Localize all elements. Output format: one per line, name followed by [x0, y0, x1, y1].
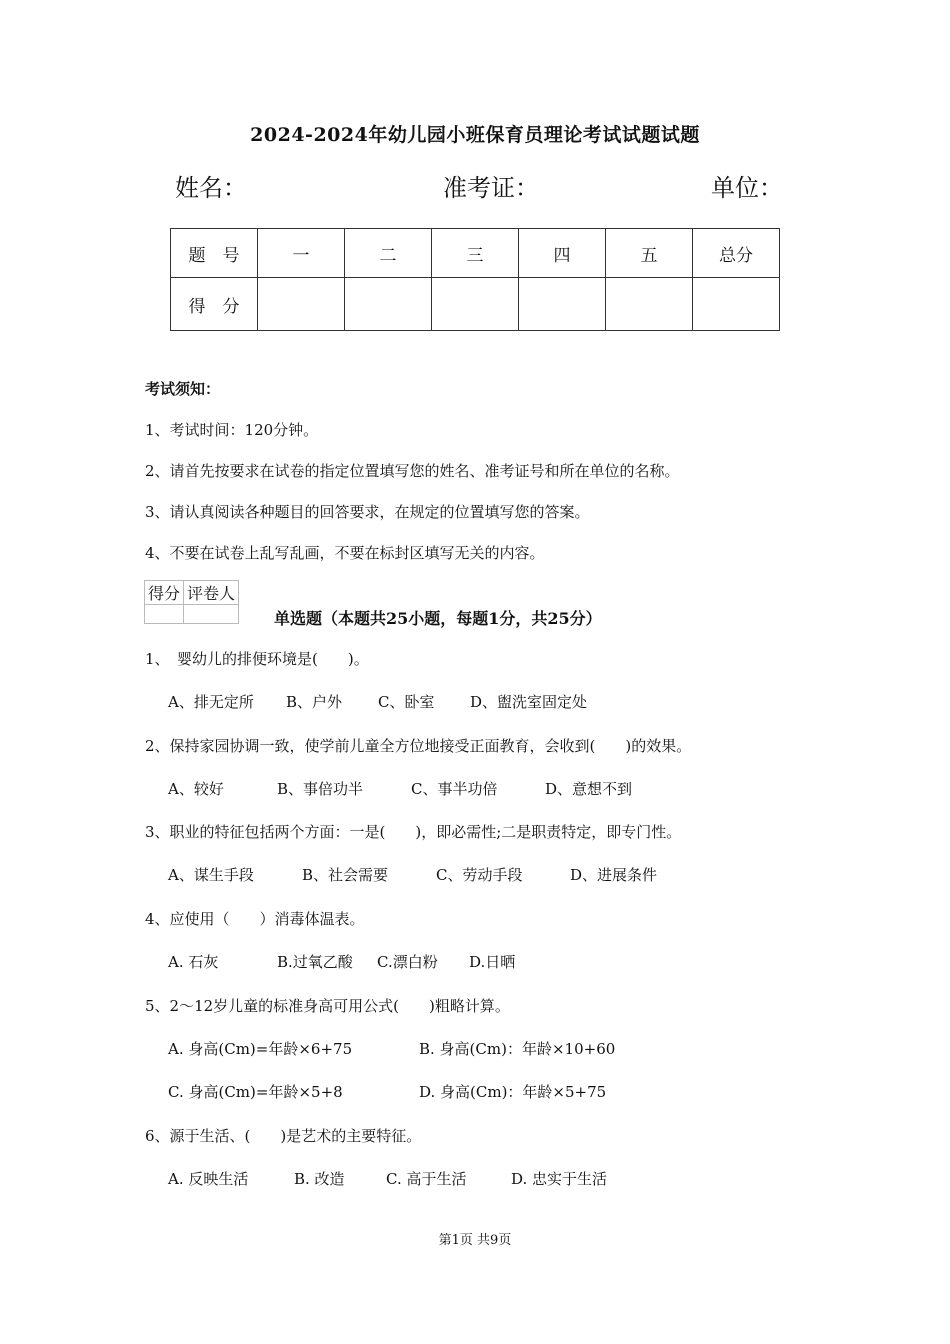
question-option: D. 身高(Cm)：年龄×5+75 — [419, 1083, 607, 1101]
question-option: D、进展条件 — [570, 866, 658, 884]
notice-item: 4、不要在试卷上乱写乱画，不要在标封区填写无关的内容。 — [145, 544, 545, 562]
question-stem: 2、保持家园协调一致，使学前儿童全方位地接受正面教育，会收到( )的效果。 — [145, 737, 692, 755]
score-row-label: 得 分 — [171, 278, 258, 331]
score-cell-total — [693, 278, 780, 331]
question-stem: 6、源于生活、( )是艺术的主要特征。 — [145, 1127, 422, 1145]
exam-number-field-label: 准考证： — [443, 174, 539, 202]
question-option: D.日晒 — [469, 953, 516, 971]
grader-box-grader-cell — [184, 605, 239, 624]
notice-title: 考试须知： — [145, 380, 221, 398]
score-cell-2 — [345, 278, 432, 331]
question-option: A. 石灰 — [168, 953, 219, 971]
notice-item: 1、考试时间：120分钟。 — [145, 421, 319, 439]
question-option: C、劳动手段 — [436, 866, 523, 884]
notice-item: 3、请认真阅读各种题目的回答要求，在规定的位置填写您的答案。 — [145, 503, 590, 521]
name-field-label: 姓名： — [175, 174, 247, 202]
score-table-header-row — [171, 229, 780, 278]
question-option: C、事半功倍 — [411, 780, 498, 798]
header-cell-1: 一 — [258, 229, 345, 278]
header-cell-question-no: 题 号 — [171, 229, 258, 278]
header-cell-3: 三 — [432, 229, 519, 278]
unit-field-label: 单位： — [711, 174, 783, 202]
score-table — [170, 228, 780, 331]
question-option: B、户外 — [286, 693, 343, 711]
grader-box-score-label: 得分 — [145, 581, 184, 605]
header-cell-2: 二 — [345, 229, 432, 278]
page-footer: 第1页 共9页 — [438, 1233, 512, 1248]
question-stem: 1、 婴幼儿的排便环境是( )。 — [145, 650, 369, 668]
question-option: C. 高于生活 — [386, 1170, 467, 1188]
header-cell-total: 总分 — [693, 229, 780, 278]
header-cell-4: 四 — [519, 229, 606, 278]
score-cell-1 — [258, 278, 345, 331]
question-option: D、意想不到 — [545, 780, 633, 798]
question-option: A. 身高(Cm)=年龄×6+75 — [168, 1040, 353, 1058]
section-title: 单选题（本题共25小题，每题1分，共25分） — [274, 609, 602, 628]
question-option: B、社会需要 — [302, 866, 389, 884]
question-option: B、事倍功半 — [277, 780, 364, 798]
header-cell-5: 五 — [606, 229, 693, 278]
question-stem: 3、职业的特征包括两个方面：一是( )，即必需性;二是职责特定，即专门性。 — [145, 823, 682, 841]
score-cell-5 — [606, 278, 693, 331]
question-option: C、卧室 — [378, 693, 435, 711]
score-cell-4 — [519, 278, 606, 331]
question-option: A、排无定所 — [168, 693, 254, 711]
question-option: D. 忠实于生活 — [511, 1170, 608, 1188]
question-option: C. 身高(Cm)=年龄×5+8 — [168, 1083, 343, 1101]
question-option: D、盥洗室固定处 — [470, 693, 588, 711]
exam-title: 2024-2024年幼儿园小班保育员理论考试试题试题 — [250, 124, 700, 146]
notice-item: 2、请首先按要求在试卷的指定位置填写您的姓名、准考证号和所在单位的名称。 — [145, 462, 680, 480]
score-cell-3 — [432, 278, 519, 331]
question-option: A. 反映生活 — [168, 1170, 249, 1188]
question-option: B. 改造 — [294, 1170, 345, 1188]
question-option: A、谋生手段 — [168, 866, 254, 884]
question-option: C.漂白粉 — [377, 953, 438, 971]
grader-box-score-cell — [145, 605, 184, 624]
grader-box-grader-label: 评卷人 — [184, 581, 239, 605]
question-stem: 4、应使用（ ）消毒体温表。 — [145, 910, 365, 928]
score-table-score-row — [171, 278, 780, 331]
grader-box — [144, 580, 239, 624]
question-option: A、较好 — [168, 780, 224, 798]
question-option: B.过氧乙酸 — [277, 953, 353, 971]
question-stem: 5、2～12岁儿童的标准身高可用公式( )粗略计算。 — [145, 997, 510, 1015]
question-option: B. 身高(Cm)：年龄×10+60 — [419, 1040, 616, 1058]
